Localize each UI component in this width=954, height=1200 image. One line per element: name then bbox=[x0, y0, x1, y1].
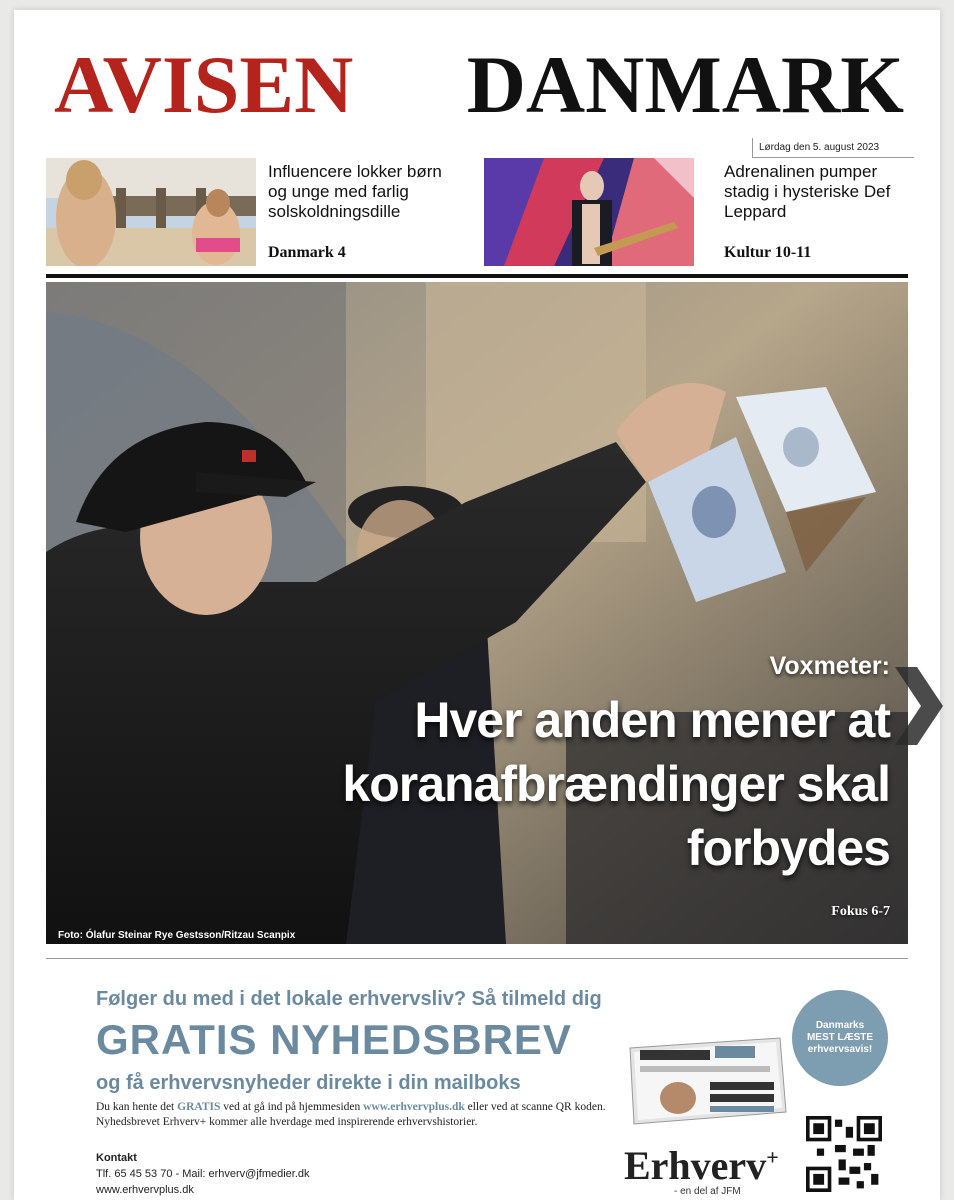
photo-credit: Foto: Ólafur Steinar Rye Gestsson/Ritzau Scanpix bbox=[58, 930, 296, 941]
teaser-1-section: Danmark 4 bbox=[268, 244, 346, 261]
lead-headline: Hver anden mener at koranafbrændinger skal forbydes bbox=[342, 692, 890, 876]
newspaper-front-page bbox=[14, 10, 940, 1200]
newsletter-advertisement[interactable] bbox=[46, 960, 908, 1200]
brand-plus: + bbox=[766, 1144, 779, 1170]
ad-subtitle: og få erhvervsnyheder direkte i din mailboks bbox=[96, 1072, 521, 1094]
masthead-part1: AVISEN bbox=[54, 39, 354, 130]
lead-page-reference: Fokus 6-7 bbox=[831, 904, 890, 919]
dateline: Lørdag den 5. august 2023 bbox=[752, 138, 914, 158]
ad-body-c: eller ved at scanne QR koden. Nyhedsbrevet Erhverv+ kommer alle hverdage med inspirerende erhvervshistorier. bbox=[96, 1101, 606, 1128]
ad-title: GRATIS NYHEDSBREV bbox=[96, 1016, 572, 1063]
ad-intro: Følger du med i det lokale erhvervsliv? Så tilmeld dig bbox=[96, 988, 602, 1010]
teaser-story-1[interactable] bbox=[46, 158, 466, 266]
badge-line-3: erhvervsavis! bbox=[807, 1044, 873, 1055]
ad-gratis: GRATIS bbox=[177, 1101, 221, 1113]
brand-subline: - en del af JFM bbox=[674, 1186, 741, 1197]
badge-line-2: MEST LÆSTE bbox=[806, 1032, 874, 1043]
teaser-1-photo bbox=[46, 158, 256, 266]
badge-line-1: Danmarks bbox=[815, 1020, 865, 1031]
teaser-2-title: Adrenalinen pumper stadig i hysteriske Def Leppard bbox=[724, 162, 891, 221]
section-divider bbox=[46, 274, 908, 278]
lead-kicker: Voxmeter: bbox=[769, 652, 890, 680]
ad-body-b: ved at gå ind på hjemmesiden bbox=[220, 1101, 364, 1113]
chevron-right-icon[interactable] bbox=[887, 663, 947, 749]
lead-story[interactable] bbox=[46, 282, 908, 944]
masthead-logo bbox=[54, 39, 904, 130]
contact-heading: Kontakt bbox=[96, 1152, 137, 1164]
qr-code-icon[interactable] bbox=[806, 1116, 882, 1192]
ad-divider bbox=[46, 958, 908, 959]
teaser-2-photo bbox=[484, 158, 694, 266]
ad-body-a: Du kan hente det bbox=[96, 1101, 178, 1113]
teaser-story-2[interactable] bbox=[484, 158, 904, 266]
teaser-1-title: Influencere lokker børn og unge med farlig solskoldningsdille bbox=[268, 162, 442, 221]
ad-body-text bbox=[96, 1100, 616, 1130]
newspaper-illustration-icon bbox=[620, 1028, 790, 1128]
brand-name: Erhverv bbox=[624, 1143, 767, 1188]
contact-phone-mail: Tlf. 65 45 53 70 - Mail: erhverv@jfmedier.dk bbox=[96, 1168, 310, 1180]
contact-website[interactable]: www.erhvervplus.dk bbox=[96, 1184, 194, 1196]
ad-badge bbox=[792, 990, 888, 1086]
erhverv-logo bbox=[624, 1142, 779, 1189]
ad-url-link[interactable]: www.erhvervplus.dk bbox=[363, 1101, 465, 1113]
teaser-2-section: Kultur 10-11 bbox=[724, 244, 812, 261]
masthead-part2: DANMARK bbox=[466, 39, 904, 130]
